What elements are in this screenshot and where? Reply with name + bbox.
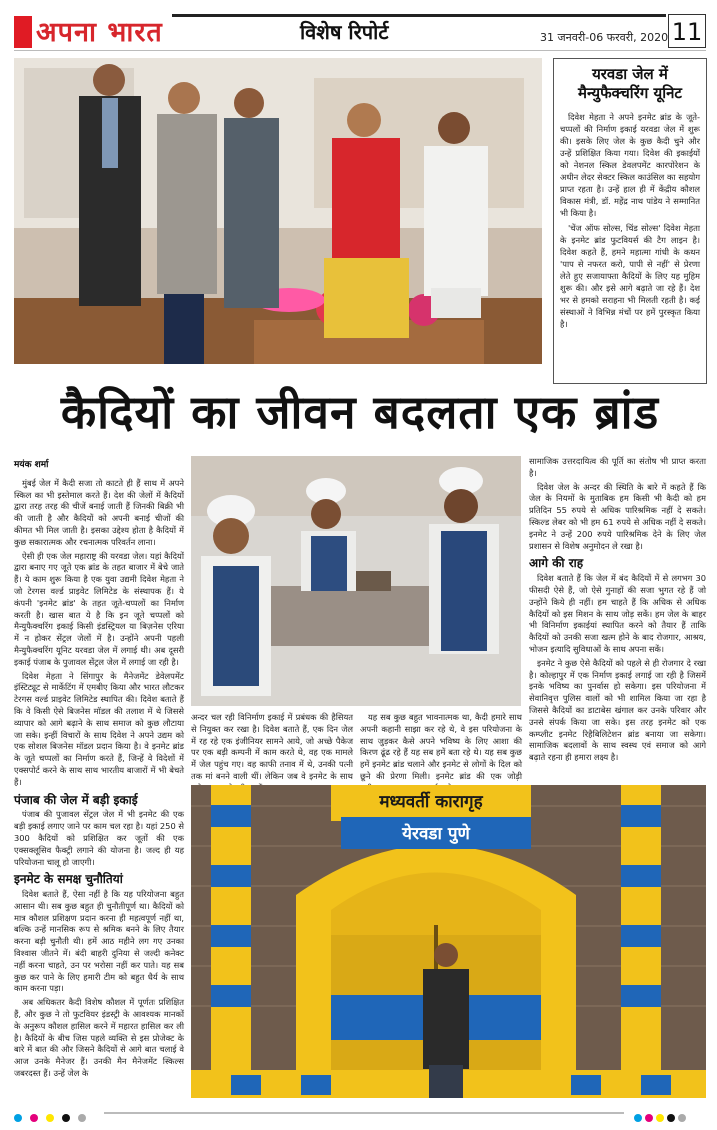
main-headline: कैदियों का जीवन बदलता एक ब्रांड: [60, 385, 660, 439]
article-paragraph: दिवेश बताते हैं कि जेल में बंद कैदियों में से लगभग 30 फीसदी ऐसे हैं, जो ऐसे गुनाहों की सजा भुगत रहे हैं जो उन्होंने किये ही नहीं। हम चाहते हैं कि अधिक से अधिक कैदियों को इस मिशन के साथ जोड़ सकें। हम जेल के बाहर भी विनिर्माण इकाईयां स्थापित करने को तैयार हैं ताकि कैदियों को उनकी सजा खत्म होने के बाद रोजगार, आश्रय, भोजन इत्यादि सुविधाओं के साथ अपना सकें।: [529, 573, 706, 654]
article-column-1: [14, 460, 184, 1100]
grey-dot: [78, 1114, 86, 1122]
article-paragraph: दिवेश जेल के अन्दर की स्थिति के बारे में कहते हैं कि जेल के नियमों के मुताबिक हम किसी भी कैदी को हम प्रतिदिन 55 रुपये से अधिक पारिश्रमिक नहीं दे सकते। स्किल्ड लेबर को भी हम 61 रुपये से अधिक नहीं दे सकते। इनमेट ने उन्हें 200 रुपये पारिश्रमिक देने के लिए जेल प्रशासन से विशेष अनुमोदन ले रखा है।: [529, 481, 706, 551]
sidebar-paragraph: 'चेंज ऑफ सोल्स, चिंड सोल्स' दिवेश मेहता के इनमेट ब्रांड फुटवियर्स की टैग लाइन है। दिवेश कहते हैं, हमने महात्मा गांधी के कथन 'पाप से नफरत करो, पापी से नहीं' से प्रेरणा लेते हुए सजायाफ्ता कैदियों के लिए यह मुहिम शुरू की। और इसे आगे बढ़ाते जा रहे हैं। देश भर से हमको सराहना भी मिलती रहती है। कई संस्थाओं ने विभिन्न मंचों पर हमें पुरस्कृत किया है।: [560, 223, 700, 329]
award-ceremony-photo: [14, 58, 542, 364]
sidebar-paragraph: दिवेश मेहता ने अपने इनमेट ब्रांड के जूते-चप्पलों की निर्माण इकाई यरवडा जेल में शुरू की। इसके लिए जेल के कुछ कैदी चुने और उन्हें प्रशिक्षित किया गया। दिवेश की इकाईयों को नेशनल स्किल डेवलपमेंट कारपोरेशन के अधीन लेदर सेक्टर स्किल काउंसिल का सहयोग प्राप्त रहता है। उन्हें हाल ही में केंद्रीय कौशल विकास मंत्री, डॉ. महेंद्र नाथ पांडेय ने सम्मानित भी किया है।: [560, 112, 700, 218]
article-paragraph: पंजाब की पुजावल सेंट्रल जेल में भी इनमेट की एक बड़ी इकाई लगाए जाने पर काम चल रहा है। यहां 250 से 300 कैदियों को प्रशिक्षित कर जूतों की एक एक्सक्लूसिव फैक्ट्री लगाने की योजना है। जल्द ही यह परियोजना चालू हो जाएगी।: [14, 809, 184, 867]
article-paragraph: दिवेश बताते हैं, ऐसा नहीं है कि यह परियोजना बहुत आसान थी। सब कुछ बहुत ही चुनौतीपूर्ण था। कैदियों को मात्र कौशल प्रशिक्षण प्रदान करना ही महत्वपूर्ण नहीं था, बल्कि उन्हें मानसिक रूप से श्रमिक बनने के लिए तैयार करना बड़ी चुनौती थी। हमें आठ महीने लग गए उनका विश्वास जीतने में। बंदी बाहरी दुनिया से जल्दी कनेक्ट नहीं करना चाहते, उन पर भरोसा नहीं कर पाते। यह सब कुछ कर पाने के लिए हमारी टीम को बहुत धैर्य के साथ काम करना पड़ा।: [14, 889, 184, 994]
gate-sign-line1: मध्यवर्ती कारागृह: [379, 792, 483, 812]
brand-logo: अपना भारत: [36, 17, 163, 48]
issue-date: 31 जनवरी-06 फरवरी, 2020: [540, 31, 669, 44]
article-column-4: [529, 456, 706, 780]
sidebar-title: यरवडा जेल में मैन्युफैक्चरिंग यूनिट: [578, 65, 682, 102]
footer-rule: [104, 1112, 624, 1114]
article-paragraph: यह सब कुछ बहुत भावनात्मक था, कैदी हमारे साथ अपनी कहानी साझा कर रहे थे, वे इस परियोजना के साथ जुड़कर कैसे अपने भविष्य के लिए आशा की किरण ढूंढ रहे हैं यह सब हमें बता रहे थे। यह सब कुछ हमें इनमेट ब्रांड चलाने और इनमेट से लोगों के दिल को छूने की प्रेरणा मिली। इनमेट ब्रांड की एक जोड़ी: [360, 712, 522, 781]
workshop-photo: [191, 456, 521, 706]
article-paragraph: ऐसी ही एक जेल महाराष्ट्र की यरवडा जेल। यहां कैदियों द्वारा बनाए गए जूते एक ब्रांड के तहत बाजार में बेचे जाते हैं। ये काम शुरू किया है एक युवा उद्यमी दिवेश मेहता ने जो टेरगस वर्ल्ड प्राइवेट लिमिटेड के संस्थापक हैं। ये कंपनी 'इनमेट ब्रांड' के तहत जूते-चप्पलों का निर्माण करती है। खास बात ये है कि इन जूते चप्पलों को मैन्युफैक्चरिंग इकाई किसी इंडस्ट्रियल या बिज़नेस एरिया में न होकर सेंट्रल जेलों में है। उन्होंने अपनी पहली मैन्युफैक्चरिंग यूनिट यरवडा जेल में लगाई थी। अब दूसरी इकाई पंजाब के पुजावल सेंट्रल जेल में लगाई जा रही है।: [14, 550, 184, 667]
article-paragraph: सामाजिक उत्तरदायित्व की पूर्ति का संतोष भी प्राप्त करता है।: [529, 456, 706, 478]
page-number: 11: [668, 14, 706, 48]
article-paragraph: अन्दर चल रही विनिर्माण इकाई में प्रबंधक की हैसियत से नियुक्त कर रखा है। दिवेश बताते हैं, एक दिन जेल में रह रहे एक इंजीनियर सामने आये, जो अच्छे पैकेज पर एक बड़ी कम्पनी में काम करते थे, वह एक मामले में जेल पहुंच गए। वह काफी तनाव में थे, उनकी पत्नी तक मां बनने वाली थीं। लेकिन जब वे इनमेट के साथ: [191, 712, 353, 781]
yellow-dot: [46, 1114, 54, 1122]
jail-gate-photo: [191, 785, 706, 1098]
subheading-punjab: पंजाब की जेल में बड़ी इकाई: [14, 792, 138, 807]
magenta-dot: [30, 1114, 38, 1122]
subheading-challenges: इनमेट के समक्ष चुनौतियां: [14, 872, 123, 887]
top-rule: [172, 14, 666, 17]
article-paragraph: दिवेश मेहता ने सिंगापुर के मैनेजमेंट डेवेलपमेंट इंस्टिट्यूट से मार्केटिंग में एमबीए किया और भारत लौटकर टेरगस वर्ल्ड प्राइवेट लिमिटेड स्थापित की। दिवेश बताते हैं कि वे किसी ऐसे बिजनेस मॉडल की तलाश में थे जिससे व्यापार को आगे बढ़ाने के साथ समाज को कुछ लौटाया जा सके। इन्हीं विचारों के साथ दिवेश ने अपने उद्यम को एक सोशल बिजनेस मॉडल प्रदान किया है। वे इनमेट ब्रांड के जूते चप्पलों का निर्माण करते हैं, जिन्हें वे विदेशों में एक्सपोर्ट करने के साथ साथ भारतीय बाजारों में भी बेचते हैं।: [14, 670, 184, 787]
footer-registration: [14, 1107, 706, 1119]
article-paragraph: इनमेट ने कुछ ऐसे कैदियों को पहले से ही रोजगार दे रखा है। कोल्हापुर में एक निर्माण इकाई लगाई जा रही है जिसमें इनके भविष्य का पुनर्वास हो सकेगा। इस परियोजना में सेवानिवृत्त पुलिस वालों को भी शामिल किया जा रहा है जिससे कैदियों का डाटाबेस खंगाल कर उनके परिवार और उनसे संपर्क किया जा सके। इस तरह इनमेट को एक कम्प्लीट इनमेट रिहैबिलिटेशन ब्रांड बनाया जा सकेगा। सामाजिक बदलावों के साथ स्वस्थ एवं समाज को आगे बढ़ाते रहना ही हमारा लक्ष्य है।: [529, 657, 706, 763]
black-dot: [62, 1114, 70, 1122]
article-column-3: [360, 712, 522, 780]
article-paragraph: अब अधिकतर कैदी विशेष कौशल में पूर्णतः प्रशिक्षित हैं, और कुछ ने तो फुटवियर इंडस्ट्री के आवश्यक मानकों के अनुरूप कौशल हासिल करने में महारत हासिल कर ली है। कैदियों के बीच जिस पहले व्यक्ति से इस प्रोजेक्ट के बारे में बात की और जिसने कैदियों से आगे बात चलाई वे आज उनके मैनेजर हैं। उनकी मैन मैनेजमेंट स्किल्स जबरदस्त हैं। उन्हें जेल के: [14, 997, 184, 1079]
subheading-next: आगे की राह: [529, 556, 584, 571]
header-divider: [14, 50, 706, 51]
sidebar-body: [560, 111, 700, 330]
section-title: विशेष रिपोर्ट: [300, 20, 389, 44]
footer-dots-right: [634, 1107, 689, 1126]
article-column-2: [191, 712, 353, 780]
sidebar-box: [553, 58, 707, 384]
byline: मयंक शर्मा: [14, 460, 49, 470]
article-paragraph: मुंबई जेल में कैदी सजा तो काटते ही हैं साथ में अपने स्किल का भी इस्तेमाल करते हैं। देश की जेलों में कैदियों द्वारा तरह तरह की चीजें बनाई जाती हैं जिनकी बिक्री भी की जाती है और कैदियों को अपनी बनाई चीजों की कीमत भी मिल जाती है। इसका उद्देश्य होता है कैदियों में कुछ सकारात्मक और रचनात्मक परिवर्तन लाना।: [14, 477, 184, 547]
brand-red-bar: [14, 16, 32, 48]
cyan-dot: [14, 1114, 22, 1122]
gate-sign-line2: येरवडा पुणे: [402, 824, 470, 844]
